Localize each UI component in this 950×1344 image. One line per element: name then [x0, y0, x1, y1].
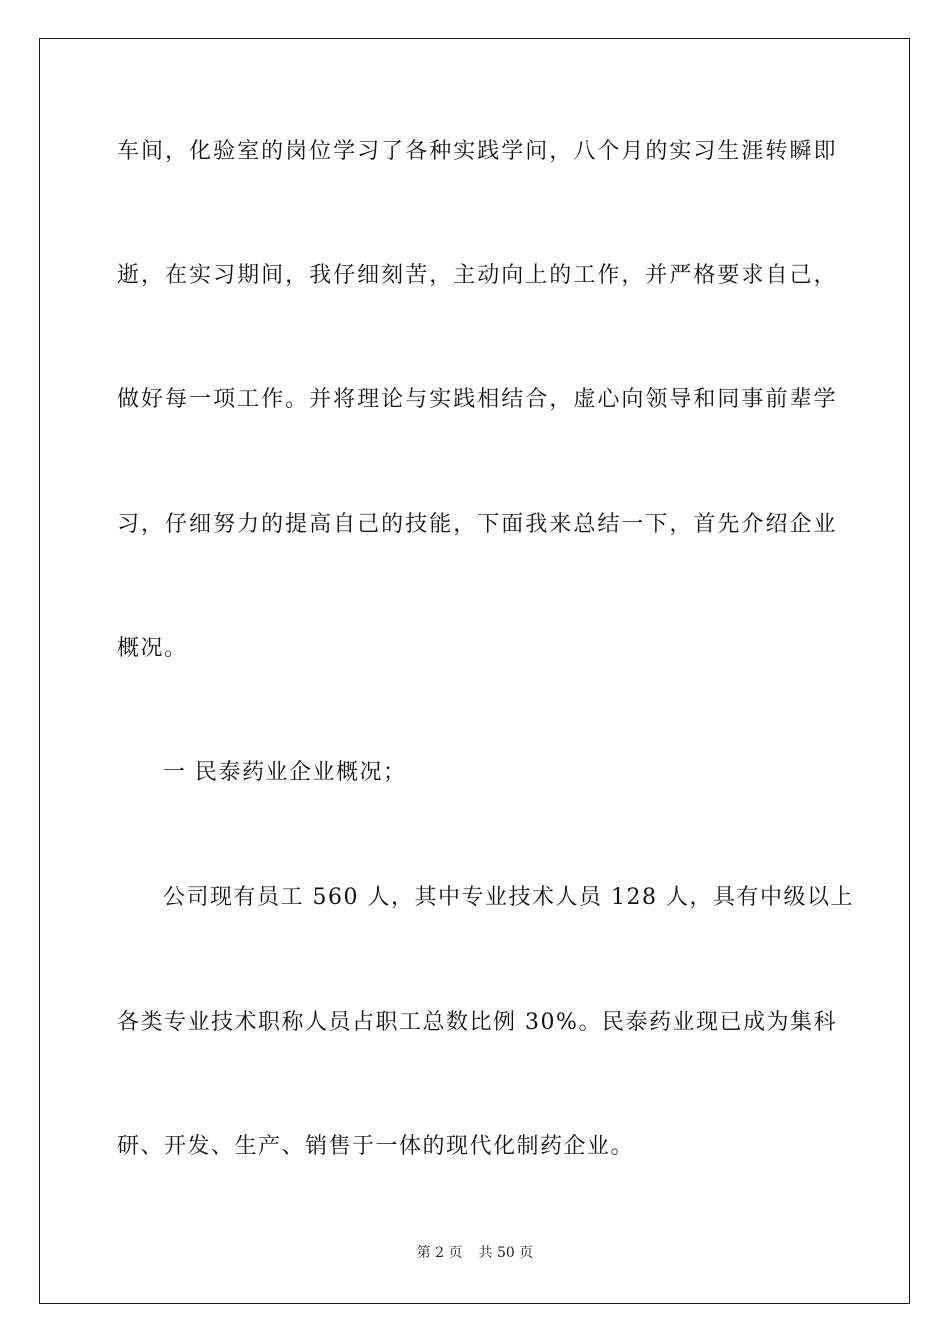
body-text-line-8: 各类专业技术职称人员占职工总数比例 30%。民泰药业现已成为集科 [117, 1010, 837, 1035]
section-heading: 一 民泰药业企业概况； [163, 760, 407, 785]
body-text-line-2: 逝，在实习期间，我仔细刻苦，主动向上的工作，并严格要求自己， [117, 263, 837, 288]
body-text-line-5: 概况。 [117, 636, 188, 661]
page-total: 共 50 页 [478, 1245, 534, 1261]
body-text-line-9: 研、开发、生产、销售于一体的现代化制药企业。 [117, 1134, 635, 1159]
page-number: 第 2 页 [416, 1245, 463, 1261]
body-text-line-7: 公司现有员工 560 人，其中专业技术人员 128 人，具有中级以上 [163, 885, 854, 910]
page-footer [0, 1243, 950, 1263]
body-text-line-3: 做好每一项工作。并将理论与实践相结合，虚心向领导和同事前辈学 [117, 387, 837, 412]
body-text-line-1: 车间，化验室的岗位学习了各种实践学问，八个月的实习生涯转瞬即 [117, 139, 837, 164]
body-text-line-4: 习，仔细努力的提高自己的技能，下面我来总结一下，首先介绍企业 [117, 512, 837, 537]
document-page [39, 38, 910, 1304]
